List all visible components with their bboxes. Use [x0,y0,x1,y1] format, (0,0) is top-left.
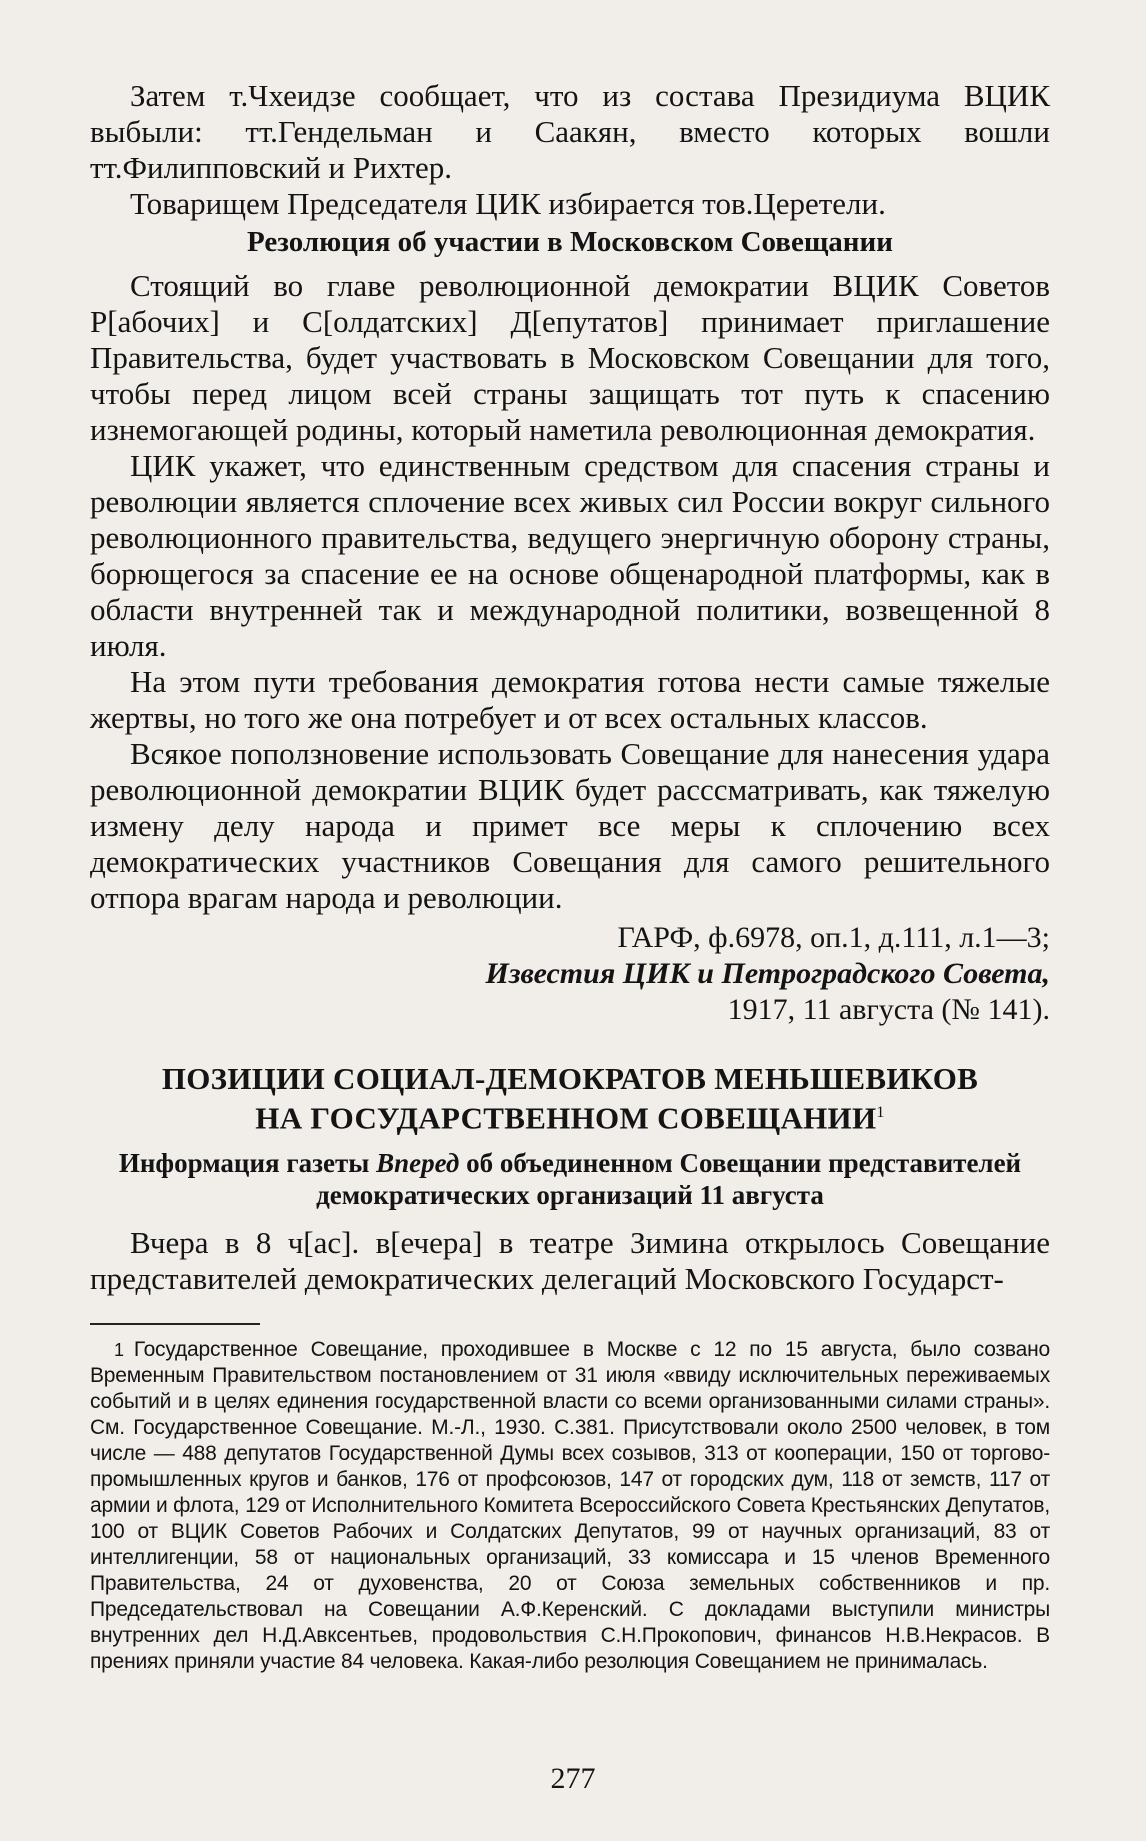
footnote [90,1337,1050,1675]
section-title-line [90,1096,1050,1135]
footnote-divider [90,1323,260,1325]
source-line-italic: Известия ЦИК и Петроградского Совета, [485,957,1050,990]
source-line: 1917, 11 августа (№ 141). [727,993,1050,1026]
paragraph: Стоящий во главе революционной демократии ВЦИК Советов Р[абочих] и С[олдатских] Д[епутатов] принимает приглашение Правительства, будет участвовать в Московском Совещании для того, чтобы перед лицом всей страны защищать тот путь к спасению изнемогающей родины, который наметила революционная демократия. [90,268,1050,447]
paragraph: На этом пути требования демократия готова нести самые тяжелые жертвы, но того же она потребует и от всех остальных классов. [90,664,1050,735]
subheading [90,1147,1050,1211]
main-text [90,78,1050,1297]
paragraph: Всякое поползновение использовать Совещание для нанесения удара революционной демократии ВЦИК будет расссматривать, как тяжелую измену делу народа и примет все меры к сплочению всех демократических участников Совещания для самого решительного отпора врагам народа и революции. [90,736,1050,915]
paragraph: Товарищем Председателя ЦИК избирается тов.Церетели. [130,186,886,221]
footnote-mark: 1 [114,1340,124,1361]
resolution-heading: Резолюция об участии в Московском Совещании [247,226,893,258]
subheading-text: об объединенном Совещании представителей демократических организаций 11 августа [316,1148,1022,1211]
section-title-line: ПОЗИЦИИ СОЦИАЛ-ДЕМОКРАТОВ МЕНЬШЕВИКОВ [161,1061,979,1096]
footnote-body: Государственное Совещание, проходившее в Москве с 12 по 15 августа, было созвано Временным Правительством постановлением от 31 июля «ввиду исключительных переживаемых событий и в целях единения государственной власти со всеми организованными силами страны». См. Государственное Совещание. М.-Л., 1930. С.381. Присутствовали около 2500 человек, в том числе — 488 депутатов Государственной Думы всех созывов, 313 от кооперации, 150 от торгово-промышленных кругов и банков, 176 от профсоюзов, 147 от городских дум, 118 от земств, 117 от армии и флота, 129 от Исполнительного Комитета Всероссийского Совета Крестьянских Депутатов, 100 от ВЦИК Советов Рабочих и Солдатских Депутатов, 99 от научных организаций, 83 от интеллигенции, 58 от национальных организаций, 33 комиссара и 15 членов Временного Правительства, 24 от духовенства, 20 от Союза земельных собственников и пр. Председательствовал на Совещании А.Ф.Керенский. С докладами выступили министры внутренних дел Н.Д.Авксентьев, продовольствия С.Н.Прокопович, финансов Н.В.Некрасов. В прениях приняли участие 84 человека. Какая-либо резолюция Совещанием не принималась. [90,1338,1050,1674]
section-title [90,1062,1050,1135]
subheading-text: Информация газеты [118,1148,377,1179]
footnote-reference: 1 [876,1104,885,1121]
paragraph: ЦИК укажет, что единственным средством для спасения страны и революции является сплочение всех живых сил России вокруг сильного революционного правительства, ведущего энергичную оборону страны, борющегося за спасение ее на основе общенародной платформы, как в области внутренней так и международной политики, возвещенной 8 июля. [90,448,1050,663]
paragraph: Вчера в 8 ч[ас]. в[ечера] в театре Зимина открылось Совещание представителей демократических делегаций Московского Государст- [90,1225,1050,1297]
newspaper-name: Вперед [376,1148,460,1179]
source-line: ГАРФ, ф.6978, оп.1, д.111, л.1—3; [617,921,1050,954]
footnote-text [90,1337,1050,1675]
section-title-text: НА ГОСУДАРСТВЕННОМ СОВЕЩАНИИ [255,1100,877,1136]
source-citation [90,920,1050,1028]
page-number: 277 [550,1762,596,1795]
paragraph: Затем т.Чхеидзе сообщает, что из состава Президиума ВЦИК выбыли: тт.Гендельман и Саакян, вместо которых вошли тт.Филипповский и Рихтер. [90,78,1050,185]
